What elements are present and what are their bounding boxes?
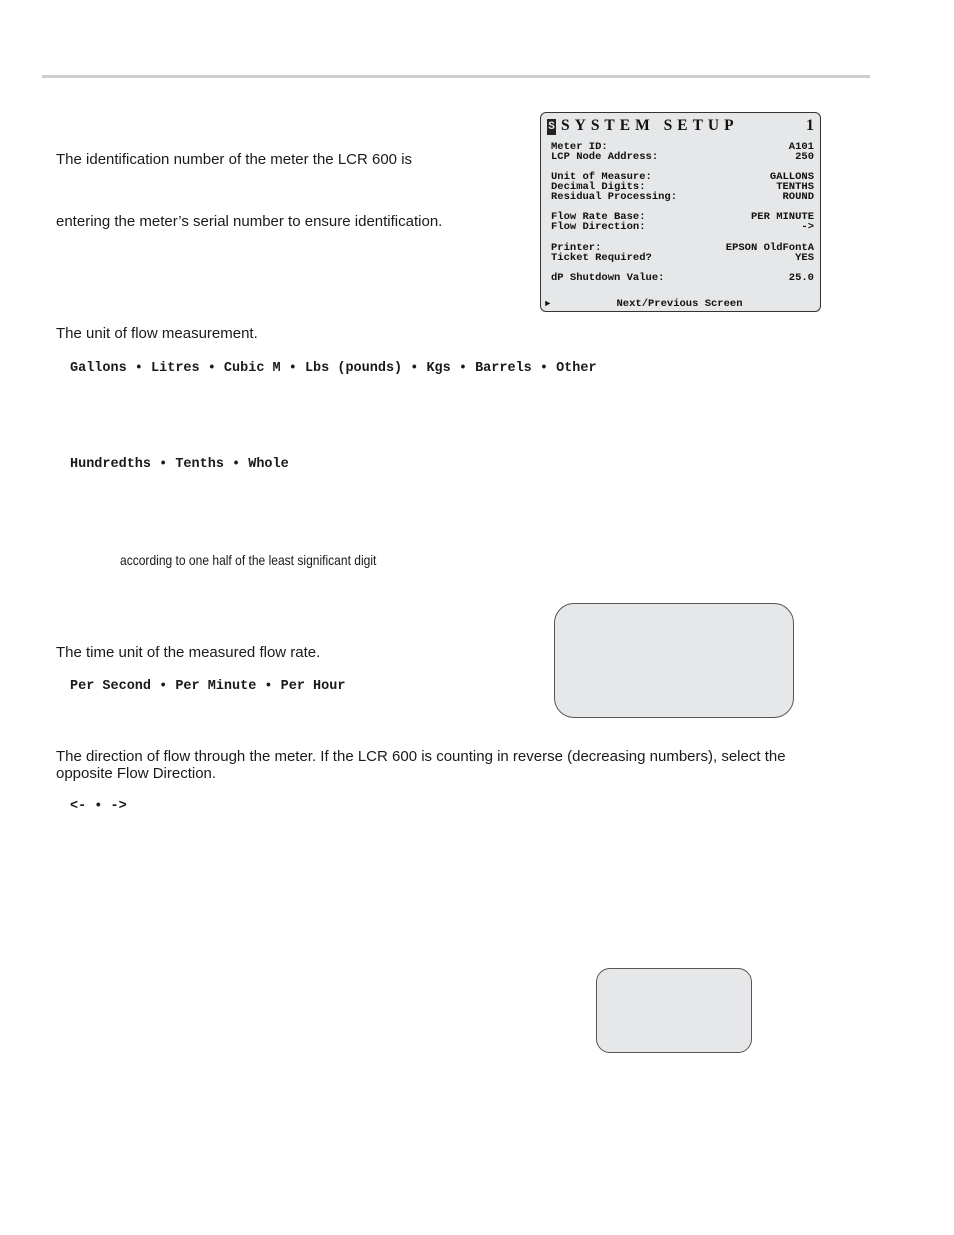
unit-of-measure-options: Gallons • Litres • Cubic M • Lbs (pounds) • Kgs • Barrels • Other bbox=[70, 361, 597, 376]
flow-rate-base-description: The time unit of the measured flow rate. bbox=[56, 644, 321, 661]
meter-id-text-line1: The identification number of the meter the LCR 600 is bbox=[56, 151, 413, 168]
note-box bbox=[554, 603, 794, 718]
screen-title: SYSTEM SETUP bbox=[561, 117, 739, 134]
row-label: dP Shutdown Value: bbox=[551, 272, 665, 284]
row-label: Residual Processing: bbox=[551, 191, 678, 203]
row-label: Unit of Measure: bbox=[551, 171, 652, 183]
meter-id-text-line2: entering the meter’s serial number to ensure identification. bbox=[56, 213, 443, 230]
row-value: 25.0 bbox=[788, 272, 814, 284]
row-flow-direction bbox=[551, 222, 814, 233]
row-dp-shutdown-value bbox=[551, 273, 814, 284]
row-value: EPSON OldFontA bbox=[725, 242, 814, 254]
row-value: -> bbox=[801, 221, 814, 233]
screen-page-number: 1 bbox=[806, 117, 814, 134]
row-value: YES bbox=[795, 252, 814, 264]
note-box-small bbox=[596, 968, 752, 1053]
play-arrow-icon: ► bbox=[545, 299, 551, 309]
row-value: 250 bbox=[795, 151, 814, 163]
row-value: ROUND bbox=[782, 191, 814, 203]
system-setup-screen bbox=[540, 112, 821, 312]
row-label: Decimal Digits: bbox=[551, 181, 646, 193]
row-value: GALLONS bbox=[769, 171, 814, 183]
footer-label: Next/Previous Screen bbox=[616, 298, 743, 310]
row-ticket-required bbox=[551, 253, 814, 264]
screen-title-bar bbox=[547, 117, 814, 137]
row-value: TENTHS bbox=[776, 181, 814, 193]
residual-processing-note: according to one half of the least significant digit bbox=[120, 552, 377, 568]
row-label: Meter ID: bbox=[551, 141, 608, 153]
row-lcp-node-address bbox=[551, 152, 814, 163]
row-label: Printer: bbox=[551, 242, 602, 254]
row-residual-processing bbox=[551, 192, 814, 203]
row-label: Flow Direction: bbox=[551, 221, 646, 233]
flow-direction-description: The direction of flow through the meter. If the LCR 600 is counting in reverse (decreasing numbers), select the opposite Flow Direction. bbox=[56, 748, 786, 782]
header-rule bbox=[42, 75, 870, 78]
flow-rate-base-options: Per Second • Per Minute • Per Hour bbox=[70, 679, 346, 694]
row-label: LCP Node Address: bbox=[551, 151, 659, 163]
unit-of-measure-description: The unit of flow measurement. bbox=[56, 325, 258, 342]
row-label: Ticket Required? bbox=[551, 252, 652, 264]
row-value: PER MINUTE bbox=[750, 211, 814, 223]
flow-direction-options: <- • -> bbox=[70, 799, 127, 814]
row-value: A101 bbox=[788, 141, 814, 153]
decimal-digits-options: Hundredths • Tenths • Whole bbox=[70, 457, 289, 472]
cursor-block: S bbox=[548, 121, 555, 133]
row-label: Flow Rate Base: bbox=[551, 211, 646, 223]
